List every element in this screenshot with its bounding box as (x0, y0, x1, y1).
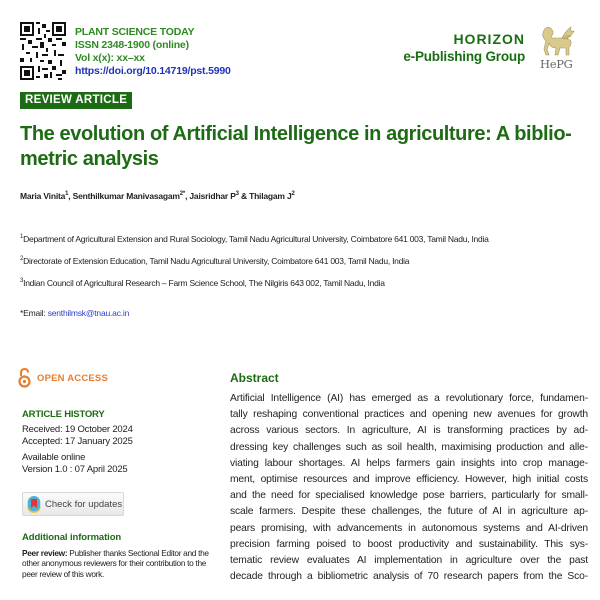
author-affiliation-sup: 3 (235, 191, 239, 198)
version-date: Version 1.0 : 07 April 2025 (22, 464, 128, 475)
author-separator: , (68, 191, 73, 201)
affiliation-sup: 1 (20, 234, 24, 240)
author-name[interactable]: Jaisridhar P (189, 191, 236, 201)
title-line-1: The evolution of Artificial Intelligence in agriculture: A biblio- (20, 123, 572, 145)
article-history-heading: ARTICLE HISTORY (22, 409, 105, 420)
author-name[interactable]: Thilagam J (249, 191, 292, 201)
abstract-line: viating labour shortages. AI helps farmers gain insights into crop manage- (230, 457, 588, 469)
article-title (20, 122, 580, 172)
publisher-name (403, 30, 525, 66)
author-separator: & (238, 191, 250, 201)
publisher-line1: HORIZON (453, 31, 525, 47)
affiliations (20, 227, 489, 292)
peer-review-label: Peer review: (22, 547, 68, 558)
abstract-body (230, 391, 588, 585)
abstract-line: and the need for specialised knowledge pose barriers, particularly for small- (230, 490, 588, 502)
abstract-line: dressing key challenges such as soil health, maximising production and alle- (230, 441, 588, 453)
publisher-logo-text: HePG (540, 57, 573, 71)
additional-info-heading: Additional information (22, 532, 122, 543)
check-for-updates-button[interactable] (22, 492, 124, 516)
article-type-badge: REVIEW ARTICLE (20, 92, 132, 109)
author-name[interactable]: Senthilkumar Manivasagam (72, 191, 180, 201)
author-separator: , (185, 191, 190, 201)
author-affiliation-sup: 1 (65, 191, 69, 198)
crossmark-icon (27, 495, 41, 513)
open-access-label: OPEN ACCESS (37, 372, 109, 384)
abstract-line: across various sectors. In agriculture, AI is transforming practices by ad- (230, 425, 588, 437)
corresponding-email (20, 308, 129, 318)
affiliation-text: Department of Agricultural Extension and Rural Sociology, Tamil Nadu Agricultural University, Coimbatore 641 003, Tamil Nadu, India (23, 233, 489, 244)
available-online: Available online (22, 452, 86, 463)
open-access-lock-icon (18, 368, 31, 388)
affiliation-sup: 3 (20, 277, 24, 284)
received-date: Received: 19 October 2024 (22, 424, 133, 435)
check-for-updates-label: Check for updates (45, 498, 123, 510)
doi-link[interactable]: https://doi.org/10.14719/pst.5990 (75, 65, 231, 77)
abstract-heading: Abstract (230, 371, 279, 385)
author-list (20, 191, 295, 201)
affiliation-item (20, 249, 489, 271)
abstract-line: precision farming poised to boost productivity and sustainability. This sys- (230, 538, 588, 550)
winged-lion-icon (538, 24, 578, 58)
affiliation-sup: 2 (20, 255, 24, 262)
abstract-line: decade through a bibliometric analysis of 70 research papers from the Sco- (230, 571, 588, 583)
publisher-line2: e-Publishing Group (403, 49, 525, 64)
journal-info (75, 26, 231, 78)
abstract-line: pears promising, with advancements in autonomous systems and AI-driven (230, 522, 588, 534)
author-name[interactable]: Maria Vinita (20, 191, 66, 201)
journal-issn: ISSN 2348-1900 (online) (75, 39, 189, 51)
author-affiliation-sup: 2 (291, 191, 295, 198)
open-access-badge (18, 368, 108, 388)
email-link[interactable]: senthilmsk@tnau.ac.in (47, 308, 130, 318)
abstract-line: tally reshaping conventional practices and opening new avenues for growth (230, 409, 588, 421)
affiliation-item (20, 227, 489, 249)
peer-review-text: Publisher thanks Sectional Editor and the other anonymous reviewers for their contribution to the peer review of this work. (22, 547, 209, 579)
affiliation-text: Directorate of Extension Education, Tamil Nadu Agricultural University, Coimbatore 641 003, Tamil Nadu, India (23, 255, 410, 266)
journal-volume: Vol x(x): xx–xx (75, 52, 145, 64)
title-line-2: metric analysis (20, 148, 159, 170)
abstract-line: scale farmers. Despite these challenges, the future of AI in agriculture ap- (230, 506, 588, 518)
qr-code-icon (20, 22, 66, 80)
abstract-line: tematic review evaluates AI implementation in agriculture over the past (230, 555, 588, 567)
affiliation-text: Indian Council of Agricultural Research – Farm Science School, The Nilgiris 643 002, Tamil Nadu, India (23, 277, 385, 288)
additional-information (22, 533, 222, 579)
article-history (22, 409, 133, 476)
accepted-date: Accepted: 17 January 2025 (22, 436, 133, 447)
author-affiliation-sup: 2* (179, 191, 186, 198)
abstract-line: Artificial Intelligence (AI) has emerged as a revolutionary force, fundamen- (230, 393, 588, 404)
email-label: *Email: (20, 308, 48, 318)
abstract-line: ment, optimise resources and improve efficiency. However, high initial costs (230, 474, 588, 486)
journal-name: PLANT SCIENCE TODAY (75, 26, 195, 38)
peer-review-note (22, 548, 222, 580)
affiliation-item (20, 271, 489, 293)
publisher-logo (538, 24, 584, 74)
